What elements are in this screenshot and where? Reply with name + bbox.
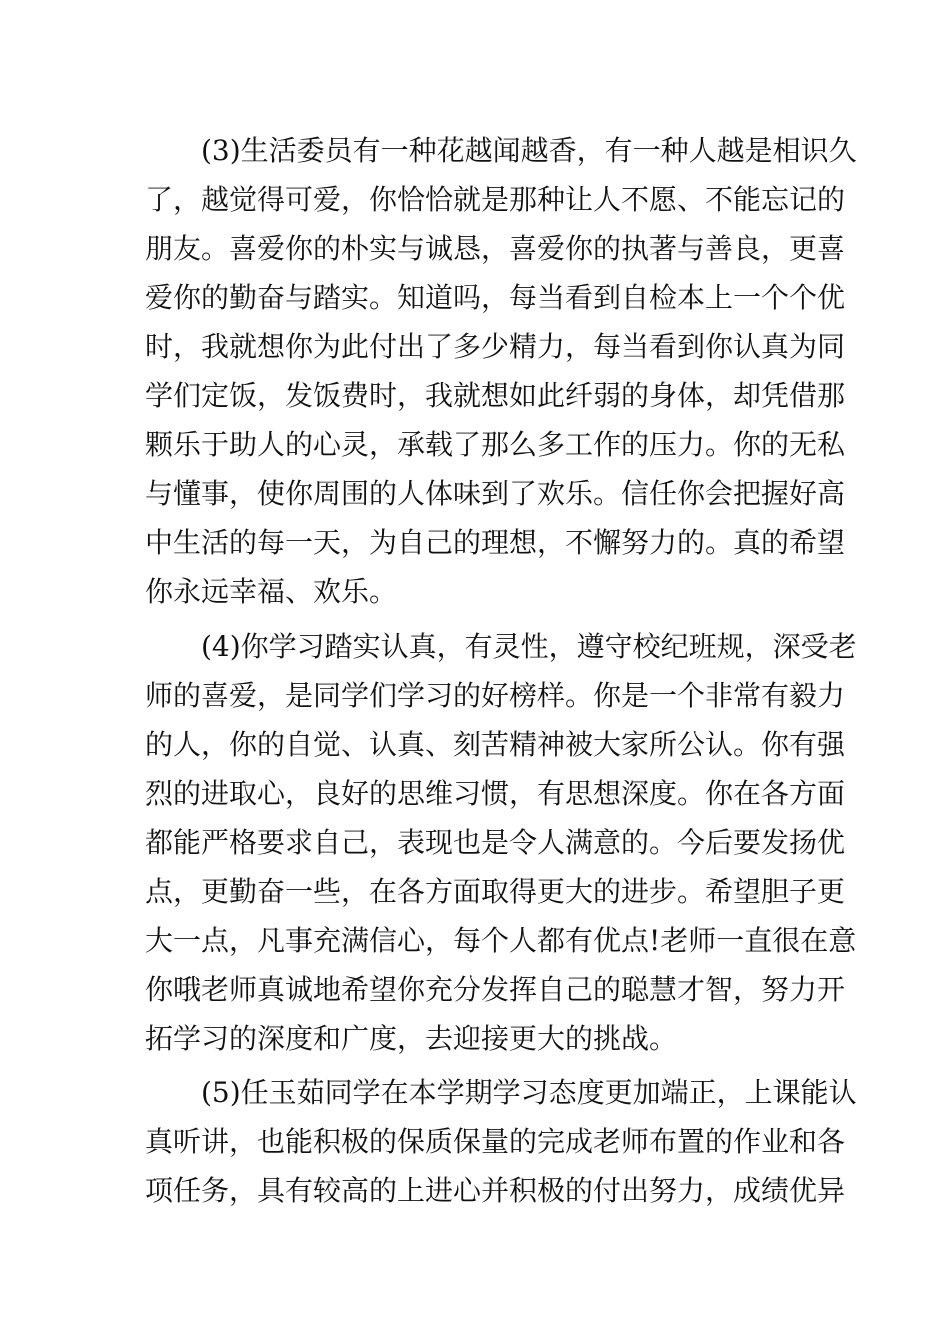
paragraph-3-line-5: 时，我就想你为此付出了多少精力，每当看到你认真为同 [145,330,846,363]
paragraph-4-line-6: 点，更勤奋一些，在各方面取得更大的进步。希望胆子更 [145,875,846,908]
paragraph-3-line-8: 与懂事，使你周围的人体味到了欢乐。信任你会把握好高 [145,477,846,510]
paragraph-3-line-10: 你永远幸福、欢乐。 [145,575,398,608]
paragraph-3-line-4: 爱你的勤奋与踏实。知道吗，每当看到自检本上一个个优 [145,281,846,314]
paragraph-5-line-3: 项任务，具有较高的上进心并积极的付出努力，成绩优异 [145,1174,846,1207]
paragraph-4-line-7: 大一点，凡事充满信心，每个人都有优点!老师一直很在意 [145,924,857,957]
paragraph-4-line-5: 都能严格要求自己，表现也是令人满意的。今后要发扬优 [145,826,846,859]
paragraph-3-line-9: 中生活的每一天，为自己的理想，不懈努力的。真的希望 [145,526,846,559]
paragraph-3-line-7: 颗乐于助人的心灵，承载了那么多工作的压力。你的无私 [145,428,846,461]
paragraph-4-line-1: (4)你学习踏实认真，有灵性，遵守校纪班规，深受老 [201,630,857,663]
paragraph-3-line-1: (3)生活委员有一种花越闻越香，有一种人越是相识久 [201,134,857,167]
paragraph-4-line-9: 拓学习的深度和广度，去迎接更大的挑战。 [145,1022,678,1055]
paragraph-4-line-3: 的人，你的自觉、认真、刻苦精神被大家所公认。你有强 [145,728,846,761]
paragraph-4-line-4: 烈的进取心，良好的思维习惯，有思想深度。你在各方面 [145,777,846,810]
paragraph-4-line-2: 师的喜爱，是同学们学习的好榜样。你是一个非常有毅力 [145,679,846,712]
paragraph-4-line-8: 你哦老师真诚地希望你充分发挥自己的聪慧才智，努力开 [145,973,846,1006]
paragraph-3-line-6: 学们定饭，发饭费时，我就想如此纤弱的身体，却凭借那 [145,379,846,412]
paragraph-3-line-3: 朋友。喜爱你的朴实与诚恳，喜爱你的执著与善良，更喜 [145,232,846,265]
paragraph-3-line-2: 了，越觉得可爱，你恰恰就是那种让人不愿、不能忘记的 [145,183,846,216]
paragraph-5-line-1: (5)任玉茹同学在本学期学习态度更加端正，上课能认 [201,1076,857,1109]
paragraph-5-line-2: 真听讲，也能积极的保质保量的完成老师布置的作业和各 [145,1125,846,1158]
